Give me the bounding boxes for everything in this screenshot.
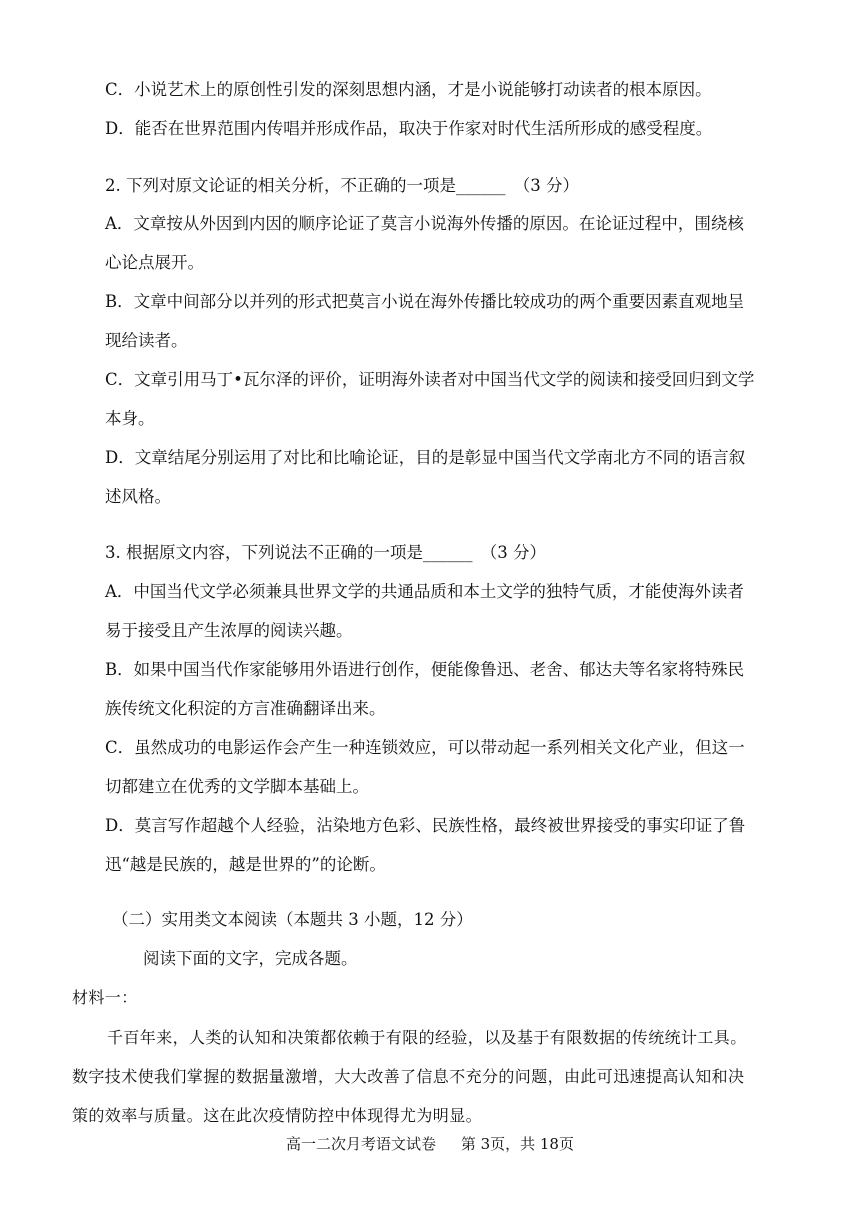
section-instruction: 阅读下面的文字，完成各题。 <box>143 949 358 968</box>
q2-stem: 2. 下列对原文论证的相关分析，不正确的一项是______ （3 分） <box>105 176 579 195</box>
q2-option-c-line2: 本身。 <box>105 409 155 428</box>
q3-stem: 3. 根据原文内容，下列说法不正确的一项是______ （3 分） <box>105 543 546 562</box>
section-title: （二）实用类文本阅读（本题共 3 小题，12 分） <box>112 910 473 929</box>
q3-option-c-line2: 切都建立在优秀的文学脚本基础上。 <box>105 777 369 796</box>
q2-option-a-line1: A．文章按从外因到内因的顺序论证了莫言小说海外传播的原因。在论证过程中，围绕核 <box>105 214 744 233</box>
q3-option-a-line2: 易于接受且产生浓厚的阅读兴趣。 <box>105 621 353 640</box>
q2-option-b-line1: B．文章中间部分以并列的形式把莫言小说在海外传播比较成功的两个重要因素直观地呈 <box>105 292 745 311</box>
material-paragraph-line2: 数字技术使我们掌握的数据量激增，大大改善了信息不充分的问题，由此可迅速提高认知和决 <box>72 1067 745 1086</box>
q3-option-d-line2: 迅“越是民族的，越是世界的”的论断。 <box>105 855 386 874</box>
q2-option-d-line1: D．文章结尾分别运用了对比和比喻论证，目的是彰显中国当代文学南北方不同的语言叙 <box>105 448 746 467</box>
q2-option-a-line2: 心论点展开。 <box>105 253 204 272</box>
footer-exam-name: 高一二次月考语文试卷 <box>286 1135 437 1153</box>
material-paragraph-line1: 千百年来，人类的认知和决策都依赖于有限的经验，以及基于有限数据的传统统计工具。 <box>107 1028 747 1047</box>
q2-option-d-line2: 述风格。 <box>105 487 171 506</box>
q1-option-c: C．小说艺术上的原创性引发的深刻思想内涵，才是小说能够打动读者的根本原因。 <box>105 80 712 99</box>
q3-option-d-line1: D．莫言写作超越个人经验，沾染地方色彩、民族性格，最终被世界接受的事实印证了鲁 <box>105 816 746 835</box>
q3-option-b-line1: B．如果中国当代作家能够用外语进行创作，便能像鲁迅、老舍、郁达夫等名家将特殊民 <box>105 660 745 679</box>
q3-option-a-line1: A．中国当代文学必须兼具世界文学的共通品质和本土文学的独特气质，才能使海外读者 <box>105 582 744 601</box>
footer-page-number: 第 3页，共 18页 <box>460 1135 574 1153</box>
q3-option-c-line1: C．虽然成功的电影运作会产生一种连锁效应，可以带动起一系列相关文化产业，但这一 <box>105 738 745 757</box>
q3-option-b-line2: 族传统文化积淀的方言准确翻译出来。 <box>105 699 386 718</box>
q1-option-d: D．能否在世界范围内传唱并形成作品，取决于作家对时代生活所形成的感受程度。 <box>105 119 713 138</box>
q2-option-b-line2: 现给读者。 <box>105 331 188 350</box>
material-paragraph-line3: 策的效率与质量。这在此次疫情防控中体现得尤为明显。 <box>72 1106 483 1125</box>
page-footer <box>0 1133 860 1155</box>
q2-option-c-line1: C．文章引用马丁•瓦尔泽的评价，证明海外读者对中国当代文学的阅读和接受回归到文学 <box>105 370 755 389</box>
material-label: 材料一： <box>72 988 138 1007</box>
